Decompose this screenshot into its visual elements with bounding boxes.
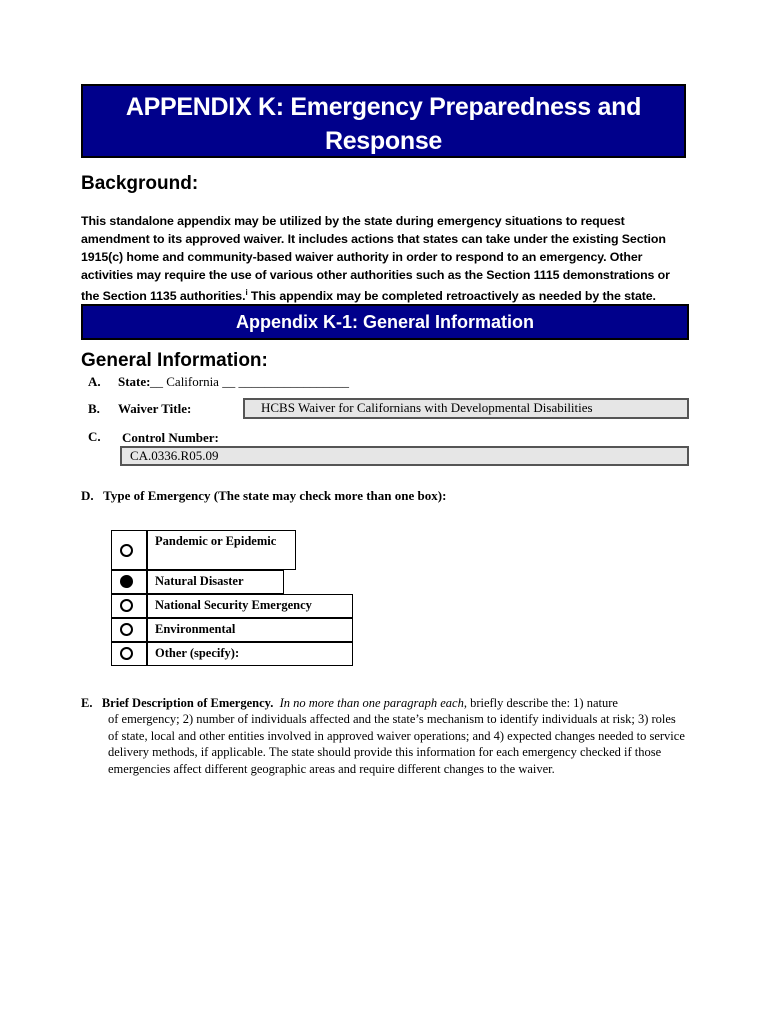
radio-natural-disaster[interactable] (120, 575, 133, 588)
appendix-title-banner (81, 84, 686, 158)
radio-pandemic[interactable] (120, 544, 133, 557)
field-letter-a: A. (88, 374, 101, 389)
radio-cell (111, 530, 147, 570)
description-letter: E. (81, 696, 93, 710)
option-other: Other (specify): (147, 642, 353, 666)
field-letter-b: B. (88, 401, 100, 416)
background-heading: Background: (81, 173, 199, 194)
field-letter-c: C. (88, 429, 101, 444)
description-rest: of emergency; 2) number of individuals affected and the state’s mechanism to identify individuals at risk; 3) roles of state, local and other entities involved in approved waiver operations; and 4) expected changes needed to service delivery methods, if applicable. The state should provide this information for each emergency checked if those emergencies affect different geographic areas and require different changes to the waiver. (108, 712, 685, 776)
option-natural-disaster: Natural Disaster (147, 570, 284, 594)
state-label: State: (118, 374, 151, 389)
control-number-field[interactable] (120, 446, 689, 466)
state-value[interactable]: __ California __ _________________ (150, 374, 349, 389)
waiver-title-value: HCBS Waiver for Californians with Developmental Disabilities (261, 400, 593, 415)
description-section (81, 695, 687, 777)
radio-cell (111, 570, 147, 594)
waiver-title-field[interactable] (243, 398, 689, 419)
description-italic: In no more than one paragraph each (279, 696, 464, 710)
radio-national-security[interactable] (120, 599, 133, 612)
description-bold: Brief Description of Emergency. (101, 696, 274, 710)
option-national-security: National Security Emergency (147, 594, 353, 618)
control-number-label: Control Number: (122, 430, 219, 445)
waiver-title-label: Waiver Title: (118, 401, 192, 416)
section-bar (81, 304, 689, 340)
general-info-heading: General Information: (81, 350, 268, 371)
background-text: This standalone appendix may be utilized by the state during emergency situations to request amendment to its approved waiver. It includes actions that states can take under the existing Section 1915(c) home and community-based waiver authority in order to respond to an emergency. Other activities may require the use of various other authorities such as the Section 1115 demonstrations or the Section 1135 authorities. (81, 214, 670, 304)
radio-environmental[interactable] (120, 623, 133, 636)
description-rest-first: , briefly describe the: 1) nature (463, 696, 618, 710)
section-bar-title: Appendix K-1: General Information (235, 312, 535, 332)
footnote-mark[interactable]: i (245, 288, 248, 297)
control-number-value: CA.0336.R05.09 (130, 448, 219, 463)
radio-cell (111, 594, 147, 618)
radio-cell (111, 618, 147, 642)
option-pandemic: Pandemic or Epidemic (147, 530, 296, 570)
radio-other[interactable] (120, 647, 133, 660)
appendix-title: APPENDIX K: Emergency Preparedness and Response (125, 93, 642, 155)
background-paragraph (81, 212, 687, 305)
radio-cell (111, 642, 147, 666)
emergency-type-heading: D. Type of Emergency (The state may check more than one box): (81, 488, 447, 503)
background-text-end: This appendix may be completed retroactively as needed by the state. (247, 289, 656, 304)
option-environmental: Environmental (147, 618, 353, 642)
